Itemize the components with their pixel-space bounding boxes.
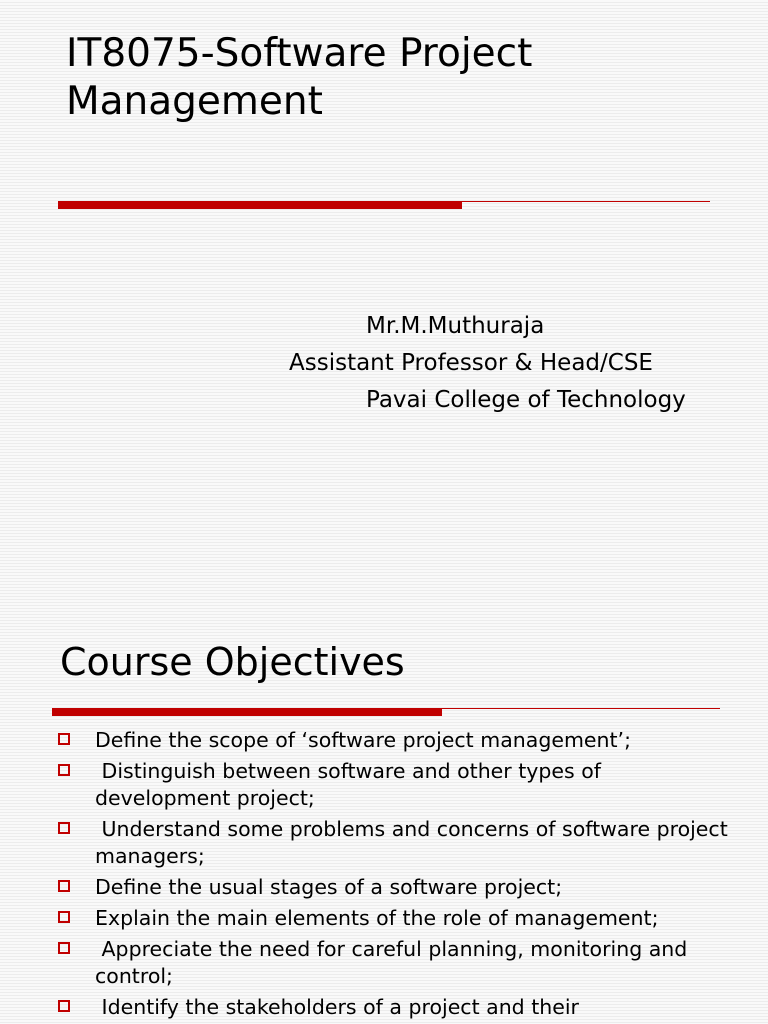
section-title: Course Objectives [60, 640, 405, 684]
objective-text: Explain the main elements of the role of management; [95, 906, 659, 930]
author-college: Pavai College of Technology [366, 387, 686, 413]
presentation-title [66, 30, 726, 126]
hollow-square-bullet-icon [58, 822, 70, 834]
objective-text: Appreciate the need for careful planning, monitoring and control; [95, 937, 694, 988]
hollow-square-bullet-icon [58, 733, 70, 745]
objective-text: Distinguish between software and other types of development project; [95, 759, 608, 810]
hollow-square-bullet-icon [58, 764, 70, 776]
objectives-list [58, 727, 738, 1024]
hollow-square-bullet-icon [58, 1000, 70, 1012]
section-underline-thin [442, 708, 720, 709]
author-name: Mr.M.Muthuraja [366, 313, 545, 339]
objective-item [58, 994, 738, 1021]
title-underline-thick [58, 201, 462, 209]
objective-text: Define the usual stages of a software project; [95, 875, 563, 899]
hollow-square-bullet-icon [58, 911, 70, 923]
objective-item [58, 758, 738, 812]
objective-item [58, 816, 738, 870]
title-line-1: IT8075-Software Project [66, 31, 533, 76]
objective-item [58, 874, 738, 901]
course-objectives-slide [0, 600, 768, 1024]
objective-text: Understand some problems and concerns of software project managers; [95, 817, 735, 868]
hollow-square-bullet-icon [58, 942, 70, 954]
objective-item [58, 727, 738, 754]
objective-text: Identify the stakeholders of a project and their [95, 995, 579, 1019]
objective-item [58, 936, 738, 990]
title-underline-thin [462, 201, 710, 202]
objective-item [58, 905, 738, 932]
hollow-square-bullet-icon [58, 880, 70, 892]
title-line-2: Management [66, 79, 323, 124]
section-underline-thick [52, 708, 442, 716]
objective-text: Define the scope of ‘software project management’; [95, 728, 631, 752]
author-role: Assistant Professor & Head/CSE [289, 350, 653, 376]
